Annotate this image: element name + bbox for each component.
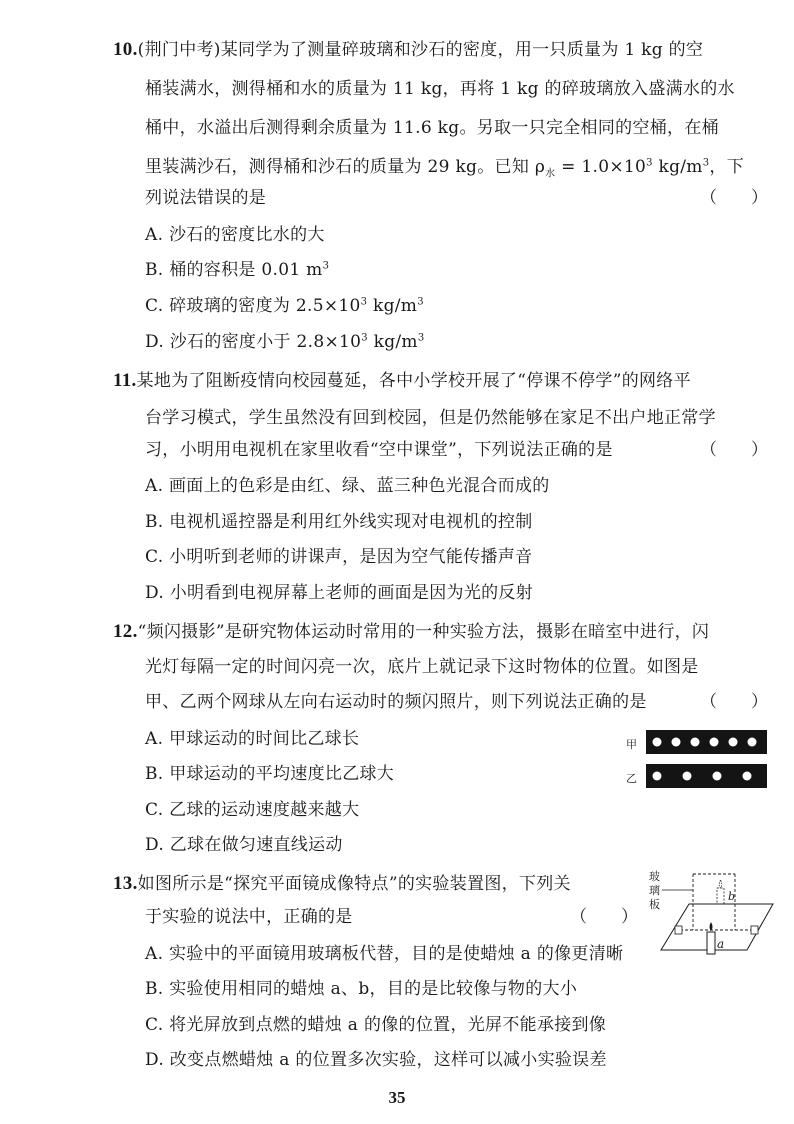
page-number: 35 [388, 1088, 406, 1107]
q11-option-d: D. 小明看到电视屏幕上老师的画面是因为光的反射 [145, 583, 534, 603]
q12-line3: 甲、乙两个网球从左向右运动时的频闪照片，则下列说法正确的是 [145, 692, 647, 712]
jia-ball [672, 738, 681, 747]
q13-option-b: B. 实验使用相同的蜡烛 a、b，目的是比较像与物的大小 [145, 979, 578, 999]
jia-ball [653, 738, 662, 747]
glass-label-char1: 玻 [649, 870, 660, 883]
q13-number: 13. [113, 873, 138, 894]
q10-number: 10. [113, 39, 138, 60]
q12-option-d: D. 乙球在做匀速直线运动 [145, 835, 343, 855]
q10-line3: 桶中，水溢出后测得剩余质量为 11.6 kg。另取一只完全相同的空桶，在桶 [145, 118, 719, 138]
q11-option-c: C. 小明听到老师的讲课声，是因为空气能传播声音 [145, 547, 533, 567]
jia-ball [748, 738, 757, 747]
jia-ball [729, 738, 738, 747]
q11-answer-paren: （ ） [700, 440, 768, 460]
q10-line2: 桶装满水，测得桶和水的质量为 11 kg，再将 1 kg 的碎玻璃放入盛满水的水 [145, 79, 735, 99]
support-right [751, 926, 758, 934]
q12-line1: 12.“频闪摄影”是研究物体运动时常用的一种实验方法，摄影在暗室中进行，闪 [113, 621, 710, 642]
q13-line1: 13.如图所示是“探究平面镜成像特点”的实验装置图，下列关 [113, 873, 571, 894]
label-yi: 乙 [626, 772, 637, 785]
candle-b-flame [719, 880, 722, 888]
q10-line1: 10.(荆门中考)某同学为了测量碎玻璃和沙石的密度，用一只质量为 1 kg 的空 [113, 39, 704, 60]
q11-number: 11. [113, 370, 137, 391]
plane-mirror-figure [645, 866, 780, 966]
q12-option-b: B. 甲球运动的平均速度比乙球大 [145, 764, 395, 784]
strobe-photo-figure [620, 726, 770, 792]
q12-line2: 光灯每隔一定的时间闪亮一次，底片上就记录下这时物体的位置。如图是 [145, 657, 699, 677]
candle-b [717, 888, 724, 904]
q10-option-c: C. 碎玻璃的密度为 $2.5\times 10^3$ $kg/m^3$ [145, 296, 424, 316]
q10-option-b: B. 桶的容积是 0.01 $m^3$ [145, 260, 330, 280]
glass-label-char3: 板 [649, 898, 660, 911]
jia-ball [710, 738, 719, 747]
candle-b-label: b [728, 890, 736, 903]
q11-line3: 习，小明用电视机在家里收看“空中课堂”，下列说法正确的是 [145, 440, 613, 460]
candle-a-label: a [717, 937, 725, 951]
q12-number: 12. [113, 621, 138, 642]
yi-ball [713, 772, 722, 781]
q13-option-c: C. 将光屏放到点燃的蜡烛 a 的像的位置，光屏不能承接到像 [145, 1015, 607, 1035]
q13-line2: 于实验的说法中，正确的是 [145, 907, 353, 927]
yi-ball [743, 772, 752, 781]
q11-option-a: A. 画面上的色彩是由红、绿、蓝三种色光混合而成的 [145, 476, 550, 496]
q11-option-b: B. 电视机遥控器是利用红外线实现对电视机的控制 [145, 512, 533, 532]
yi-ball [653, 772, 662, 781]
q11-line2: 台学习模式，学生虽然没有回到校园，但是仍然能够在家足不出户地正常学 [145, 408, 716, 428]
q13-option-a: A. 实验中的平面镜用玻璃板代替，目的是使蜡烛 a 的像更清晰 [145, 944, 624, 964]
q10-line4: 里装满沙石，测得桶和沙石的质量为 29 kg。已知 $\rho_水 = 1.0\times 10^3$ $kg/m^3$，下 [145, 157, 744, 180]
q10-option-d: D. 沙石的密度小于 $2.8\times 10^3$ $kg/m^3$ [145, 332, 425, 352]
q11-line1: 11.某地为了阻断疫情向校园蔓延，各中小学校开展了“停课不停学”的网络平 [113, 370, 691, 391]
q10-option-a: A. 沙石的密度比水的大 [145, 225, 325, 245]
jia-ball [691, 738, 700, 747]
q12-option-c: C. 乙球的运动速度越来越大 [145, 800, 360, 820]
q10-answer-paren: （ ） [700, 188, 768, 208]
glass-label-char2: 璃 [649, 884, 660, 897]
q13-answer-paren: （ ） [570, 907, 638, 927]
yi-ball [683, 772, 692, 781]
q13-option-d: D. 改变点燃蜡烛 a 的位置多次实验，这样可以减小实验误差 [145, 1050, 607, 1070]
q10-line5: 列说法错误的是 [145, 188, 267, 208]
support-left [675, 926, 682, 934]
label-jia: 甲 [626, 738, 637, 751]
candle-a [707, 932, 715, 954]
q12-answer-paren: （ ） [700, 692, 768, 712]
q12-option-a: A. 甲球运动的时间比乙球长 [145, 729, 360, 749]
